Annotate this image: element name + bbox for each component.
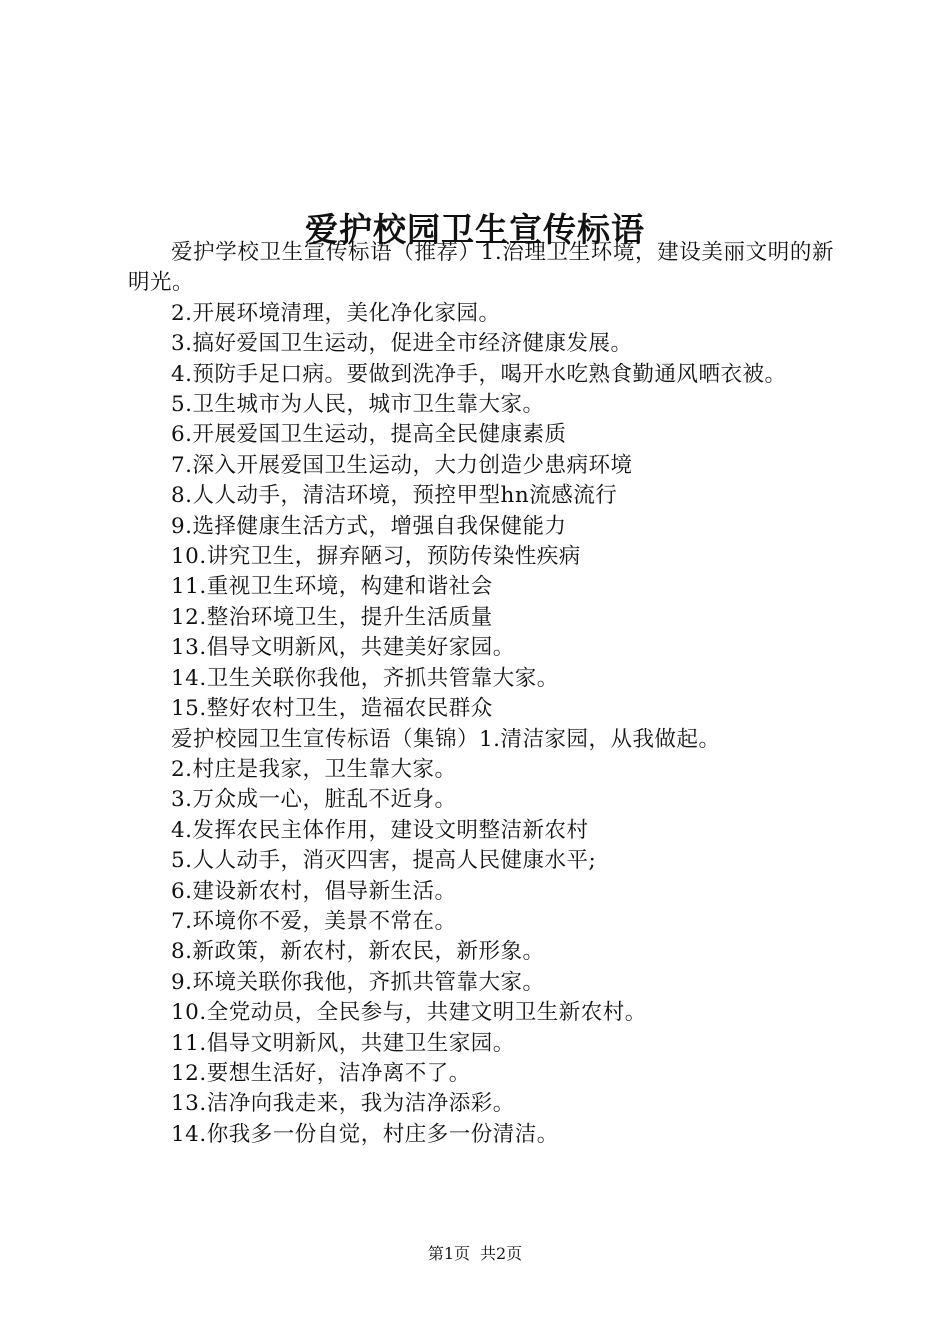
- paragraph: 9.环境关联你我他，齐抓共管靠大家。: [171, 969, 545, 995]
- paragraph: 13.洁净向我走来，我为洁净添彩。: [171, 1091, 515, 1117]
- page-total: 共2页: [480, 1244, 523, 1263]
- paragraph: 3.搞好爱国卫生运动，促进全市经济健康发展。: [171, 331, 633, 357]
- paragraph: 5.人人动手，消灭四害，提高人民健康水平;: [171, 848, 597, 874]
- paragraph: 7.深入开展爱国卫生运动，大力创造少患病环境: [171, 452, 633, 478]
- paragraph: 4.发挥农民主体作用，建设文明整洁新农村: [171, 817, 589, 843]
- paragraph: 14.卫生关联你我他，齐抓共管靠大家。: [171, 665, 559, 691]
- paragraph: 11.倡导文明新风，共建卫生家园。: [171, 1030, 515, 1056]
- paragraph: 8.人人动手，清洁环境，预控甲型hn流感流行: [171, 483, 618, 509]
- paragraph: 10.全党动员，全民参与，共建文明卫生新农村。: [171, 1000, 647, 1026]
- paragraph: 2.开展环境清理，美化净化家园。: [171, 300, 501, 326]
- paragraph: 12.要想生活好，洁净离不了。: [171, 1060, 471, 1086]
- paragraph: 8.新政策，新农村，新农民，新形象。: [171, 939, 545, 965]
- paragraph: 6.建设新农村，倡导新生活。: [171, 878, 457, 904]
- paragraph: 5.卫生城市为人民，城市卫生靠大家。: [171, 392, 545, 418]
- paragraph: 13.倡导文明新风，共建美好家园。: [171, 635, 515, 661]
- paragraph: 12.整治环境卫生，提升生活质量: [171, 604, 493, 630]
- paragraph: 爱护校园卫生宣传标语（集锦）1.清洁家园，从我做起。: [171, 726, 721, 752]
- document-title: 爱护校园卫生宣传标语: [305, 210, 645, 250]
- paragraph: 3.万众成一心，脏乱不近身。: [171, 787, 457, 813]
- paragraph: 6.开展爱国卫生运动，提高全民健康素质: [171, 422, 567, 448]
- paragraph: 15.整好农村卫生，造福农民群众: [171, 696, 493, 722]
- paragraph: 9.选择健康生活方式，增强自我保健能力: [171, 513, 567, 539]
- paragraph: 14.你我多一份自觉，村庄多一份清洁。: [171, 1121, 559, 1147]
- paragraph: 4.预防手足口病。要做到洗净手，喝开水吃熟食勤通风晒衣被。: [171, 361, 787, 387]
- paragraph: 2.村庄是我家，卫生靠大家。: [171, 756, 457, 782]
- paragraph: 爱护学校卫生宣传标语（推荐）1.治理卫生环境，建设美丽文明的新明光。: [128, 240, 834, 296]
- document-body: [128, 238, 834, 1150]
- page-footer: [0, 1243, 950, 1265]
- paragraph: 11.重视卫生环境，构建和谐社会: [171, 574, 493, 600]
- page-number: 第1页: [427, 1244, 470, 1263]
- paragraph: 10.讲究卫生，摒弃陋习，预防传染性疾病: [171, 544, 581, 570]
- paragraph: 7.环境你不爱，美景不常在。: [171, 908, 457, 934]
